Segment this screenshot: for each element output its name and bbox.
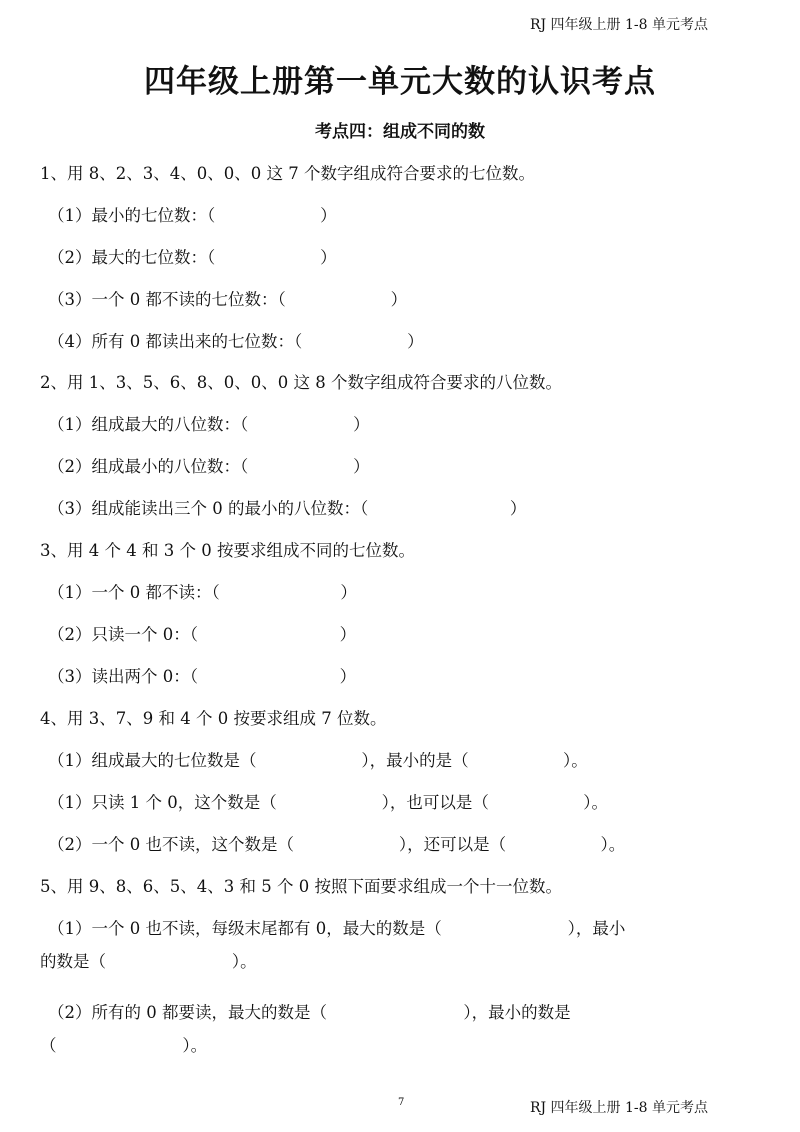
question-4-part-2: （1）只读 1 个 0，这个数是（ ），也可以是（ ）。 (48, 793, 609, 812)
question-2-part-3: （3）组成能读出三个 0 的最小的八位数：（ ） (48, 499, 527, 518)
question-2-stem: 2、用 1、3、5、6、8、0、0、0 这 8 个数字组成符合要求的八位数。 (40, 373, 562, 392)
question-3-part-3: （3）读出两个 0：（ ） (48, 667, 357, 686)
question-1-part-1: （1）最小的七位数：（ ） (48, 206, 337, 225)
question-5-part-1-continued: 的数是（ ）。 (40, 952, 257, 971)
question-5-stem: 5、用 9、8、6、5、4、3 和 5 个 0 按照下面要求组成一个十一位数。 (40, 877, 562, 896)
question-2-part-1: （1）组成最大的八位数：（ ） (48, 415, 370, 434)
footer-source-label: RJ 四年级上册 1-8 单元考点 (529, 1100, 708, 1116)
question-4-part-1: （1）组成最大的七位数是（ ），最小的是（ ）。 (48, 751, 588, 770)
question-1-part-3: （3）一个 0 都不读的七位数：（ ） (48, 290, 408, 309)
page-title: 四年级上册第一单元大数的认识考点 (144, 64, 656, 100)
question-1-part-2: （2）最大的七位数：（ ） (48, 248, 337, 267)
section-subtitle: 考点四：组成不同的数 (315, 122, 485, 142)
question-1-part-4: （4）所有 0 都读出来的七位数：（ ） (48, 332, 424, 351)
question-3-part-2: （2）只读一个 0：（ ） (48, 625, 357, 644)
question-3-part-1: （1）一个 0 都不读：（ ） (48, 583, 357, 602)
page-number: 7 (398, 1097, 405, 1108)
question-2-part-2: （2）组成最小的八位数：（ ） (48, 457, 370, 476)
question-5-part-2-continued: （ ）。 (40, 1036, 208, 1055)
header-source-label: RJ 四年级上册 1-8 单元考点 (529, 17, 708, 33)
question-5-part-2: （2）所有的 0 都要读，最大的数是（ ），最小的数是 (48, 1003, 571, 1022)
question-3-stem: 3、用 4 个 4 和 3 个 0 按要求组成不同的七位数。 (40, 541, 415, 560)
question-5-part-1: （1）一个 0 也不读，每级末尾都有 0，最大的数是（ ），最小 (48, 919, 626, 938)
question-4-part-3: （2）一个 0 也不读，这个数是（ ），还可以是（ ）。 (48, 835, 626, 854)
question-1-stem: 1、用 8、2、3、4、0、0、0 这 7 个数字组成符合要求的七位数。 (40, 164, 535, 183)
question-4-stem: 4、用 3、7、9 和 4 个 0 按要求组成 7 位数。 (40, 709, 387, 728)
